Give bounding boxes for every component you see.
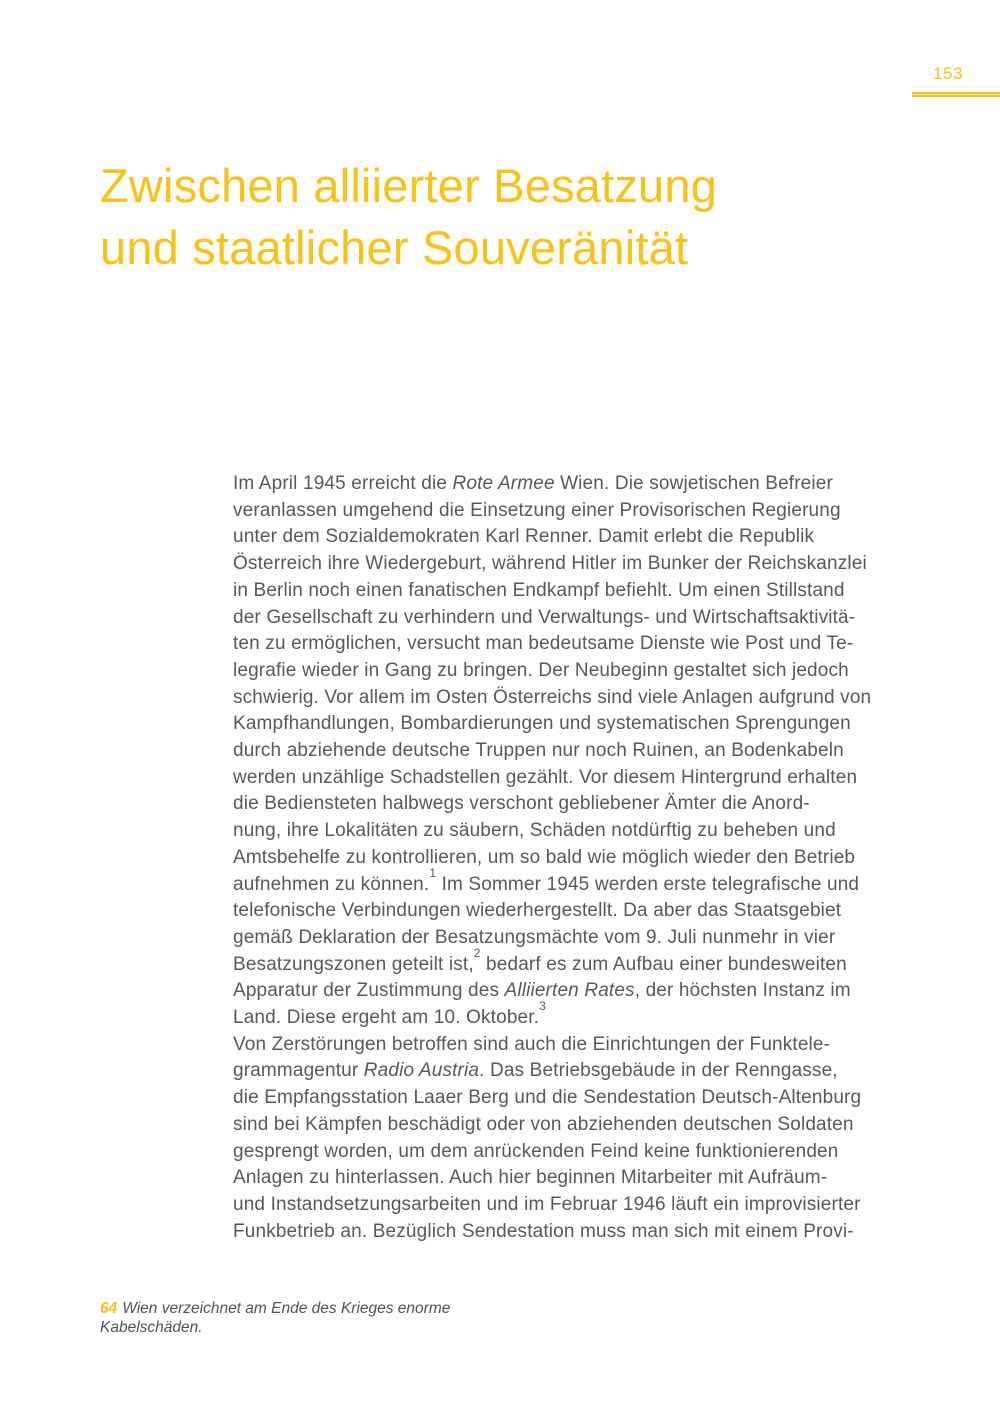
body-segment: Funkbetrieb an. Bezüglich Sendestation muss man sich mit einem Provi- — [233, 1220, 854, 1242]
body-segment: die Bediensteten halbwegs verschont gebliebener Ämter die Anord- — [233, 793, 810, 815]
body-segment: durch abziehende deutsche Truppen nur noch Ruinen, an Bodenkabeln — [233, 740, 844, 762]
body-line — [233, 1085, 923, 1112]
body-line — [233, 605, 923, 632]
body-segment: die Empfangsstation Laaer Berg und die Sendestation Deutsch-Altenburg — [233, 1087, 862, 1109]
body-line — [233, 1219, 923, 1246]
body-segment: und Instandsetzungsarbeiten und im Februar 1946 läuft ein improvisierter — [233, 1193, 861, 1215]
figure-caption — [100, 1299, 450, 1337]
body-segment: Wien. Die sowjetischen Befreier — [554, 473, 833, 494]
body-segment: Besatzungszonen geteilt ist, — [233, 953, 474, 975]
body-segment: nung, ihre Lokalitäten zu säubern, Schäden notdürftig zu beheben und — [233, 820, 836, 842]
body-segment: Apparatur der Zustimmung des — [233, 980, 505, 1002]
body-segment: Radio Austria — [363, 1060, 480, 1082]
body-segment: . Das Betriebsgebäude in der Renngasse, — [479, 1060, 838, 1082]
body-line — [233, 1058, 923, 1085]
body-segment: Im April 1945 erreicht die — [233, 473, 453, 494]
caption-line-2: Kabelschäden. — [100, 1319, 203, 1336]
body-line — [233, 791, 923, 818]
body-line — [233, 498, 923, 525]
body-line — [233, 865, 923, 899]
caption-line-1: Wien verzeichnet am Ende des Krieges enorme — [122, 1300, 451, 1317]
body-line — [233, 999, 923, 1032]
body-segment: schwierig. Vor allem im Osten Österreichs sind viele Anlagen aufgrund von — [233, 686, 872, 708]
body-segment: Kampfhandlungen, Bombardierungen und systematischen Sprengungen — [233, 713, 851, 735]
body-line — [233, 898, 923, 925]
body-segment: gemäß Deklaration der Besatzungsmächte vom 9. Juli nunmehr in vier — [233, 926, 836, 948]
body-line — [233, 551, 923, 578]
page-number: 153 — [933, 64, 963, 83]
body-line — [233, 1165, 923, 1192]
body-segment: Von Zerstörungen betroffen sind auch die Einrichtungen der Funktele- — [233, 1033, 831, 1055]
body-segment: unter dem Sozialdemokraten Karl Renner. Damit erlebt die Republik — [233, 526, 815, 548]
body-segment: legrafie wieder in Gang zu bringen. Der Neubeginn gestaltet sich jedoch — [233, 659, 849, 681]
body-line — [233, 658, 923, 685]
header-rule — [912, 92, 1000, 97]
body-line — [233, 978, 923, 1005]
footnote-marker: 2 — [473, 945, 481, 960]
body-segment: Land. Diese ergeht am 10. Oktober. — [233, 1007, 540, 1029]
caption-number: 64 — [100, 1300, 118, 1317]
body-segment: der Gesellschaft zu verhindern und Verwaltungs- und Wirtschaftsaktivitä- — [233, 606, 856, 628]
body-segment: aufnehmen zu können. — [233, 873, 430, 895]
footnote-marker: 3 — [539, 999, 546, 1014]
body-line — [233, 925, 923, 952]
chapter-title-line-2: und staatlicher Souveränität — [100, 221, 689, 274]
body-line — [233, 711, 923, 738]
body-segment: veranlassen umgehend die Einsetzung einer Provisorischen Regierung — [233, 499, 841, 521]
body-segment: Im Sommer 1945 werden erste telegrafische und — [436, 873, 860, 895]
body-line — [233, 1112, 923, 1139]
body-segment: sind bei Kämpfen beschädigt oder von abziehenden deutschen Soldaten — [233, 1113, 854, 1135]
body-line — [233, 1032, 923, 1059]
body-segment: grammagentur — [233, 1060, 364, 1082]
body-line — [233, 1139, 923, 1166]
body-line — [233, 524, 923, 551]
body-line — [233, 845, 923, 872]
body-segment: Amtsbehelfe zu kontrollieren, um so bald wie möglich wieder den Betrieb — [233, 846, 856, 868]
chapter-title — [100, 155, 717, 279]
body-segment: telefonische Verbindungen wiederhergestellt. Da aber das Staatsgebiet — [233, 900, 842, 922]
body-segment: Anlagen zu hinterlassen. Auch hier beginnen Mitarbeiter mit Aufräum- — [233, 1167, 828, 1189]
body-segment: Rote Armee — [452, 473, 555, 494]
body-line — [233, 945, 923, 979]
body-segment: in Berlin noch einen fanatischen Endkampf befiehlt. Um einen Stillstand — [233, 579, 845, 601]
body-segment: gesprengt worden, um dem anrückenden Feind keine funktionierenden — [233, 1140, 839, 1162]
body-segment: bedarf es zum Aufbau einer bundesweiten — [480, 953, 847, 975]
body-line — [233, 1192, 923, 1219]
body-line — [233, 578, 923, 605]
body-line — [233, 765, 923, 792]
body-segment: Österreich ihre Wiedergeburt, während Hitler im Bunker der Reichskanzlei — [233, 553, 867, 575]
body-segment: Alliierten Rates — [504, 980, 635, 1002]
body-line — [233, 471, 923, 498]
footnote-marker: 1 — [429, 865, 437, 880]
body-line — [233, 685, 923, 712]
body-line — [233, 738, 923, 765]
body-segment: werden unzählige Schadstellen gezählt. Vor diesem Hintergrund erhalten — [233, 766, 858, 788]
body-text — [233, 471, 923, 1245]
body-line — [233, 631, 923, 658]
body-segment: , der höchsten Instanz im — [634, 980, 851, 1002]
chapter-title-line-1: Zwischen alliierter Besatzung — [100, 159, 718, 212]
body-segment: ten zu ermöglichen, versucht man bedeutsame Dienste wie Post und Te- — [233, 633, 854, 655]
body-line — [233, 818, 923, 845]
